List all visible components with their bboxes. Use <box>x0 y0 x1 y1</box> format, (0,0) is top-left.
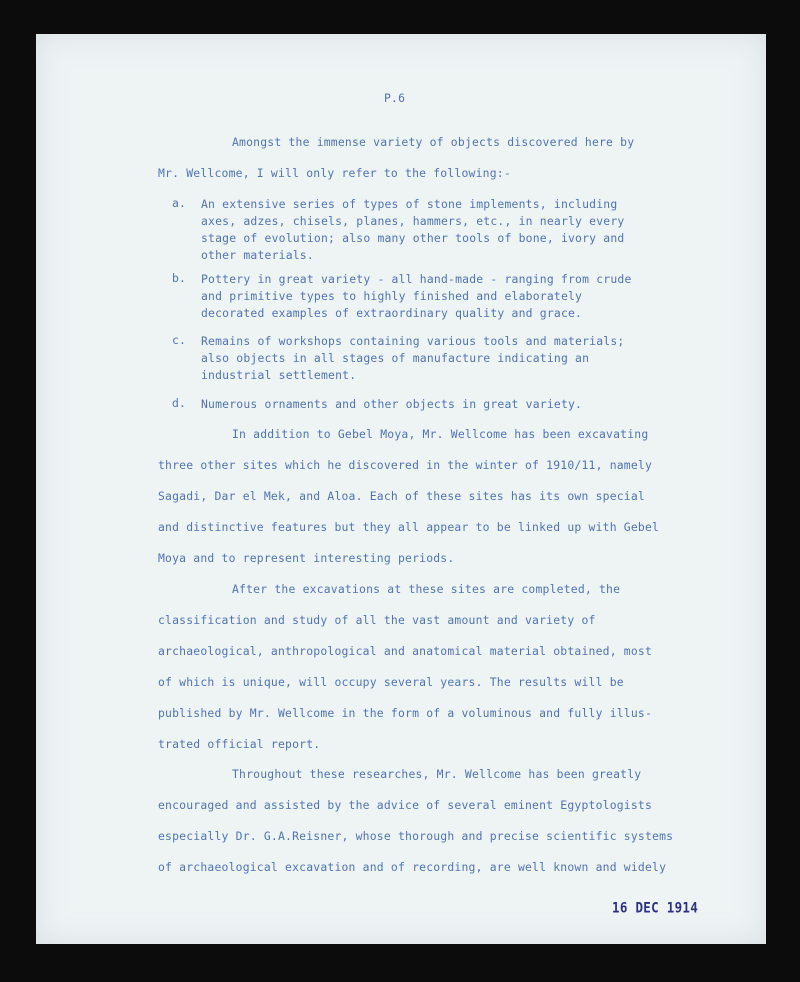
paragraph-3-line: trated official report. <box>158 737 321 751</box>
item-line: Pottery in great variety - all hand-made - ranging from crude <box>201 272 632 286</box>
paragraph-2-line: Moya and to represent interesting periods. <box>158 551 455 565</box>
item-line: also objects in all stages of manufacture indicating an <box>201 351 590 365</box>
page-number: P.6 <box>384 91 406 105</box>
item-line: stage of evolution; also many other tools of bone, ivory and <box>201 231 625 245</box>
paragraph-2-line: and distinctive features but they all appear to be linked up with Gebel <box>158 520 660 534</box>
paragraph-3-line: classification and study of all the vast amount and variety of <box>158 613 596 627</box>
paragraph-3-line: of which is unique, will occupy several years. The results will be <box>158 675 624 689</box>
item-line: An extensive series of types of stone implements, including <box>201 197 618 211</box>
paragraph-4-line: encouraged and assisted by the advice of several eminent Egyptologists <box>158 798 653 812</box>
paragraph-4-line: of archaeological excavation and of recording, are well known and widely <box>158 860 667 874</box>
paragraph-2-line: Sagadi, Dar el Mek, and Aloa. Each of these sites has its own special <box>158 489 645 503</box>
item-label: c. <box>172 333 187 347</box>
item-line: industrial settlement. <box>201 368 357 382</box>
item-label: a. <box>172 196 187 210</box>
item-line: Remains of workshops containing various tools and materials; <box>201 334 625 348</box>
item-line: and primitive types to highly finished and elaborately <box>201 289 583 303</box>
paragraph-3-line: archaeological, anthropological and anatomical material obtained, most <box>158 644 653 658</box>
item-label: d. <box>172 396 187 410</box>
item-line: decorated examples of extraordinary quality and grace. <box>201 306 583 320</box>
intro-line-1: Amongst the immense variety of objects discovered here by <box>232 135 635 149</box>
item-label: b. <box>172 271 187 285</box>
paragraph-4-line: Throughout these researches, Mr. Wellcome has been greatly <box>232 767 642 781</box>
document-page <box>36 34 766 944</box>
paragraph-3-line: After the excavations at these sites are completed, the <box>232 582 621 596</box>
paragraph-3-line: published by Mr. Wellcome in the form of a voluminous and fully illus- <box>158 706 653 720</box>
date-stamp: 16 DEC 1914 <box>612 899 699 916</box>
item-line: other materials. <box>201 248 314 262</box>
item-line: axes, adzes, chisels, planes, hammers, etc., in nearly every <box>201 214 625 228</box>
intro-line-2: Mr. Wellcome, I will only refer to the following:- <box>158 166 511 180</box>
paragraph-2-line: In addition to Gebel Moya, Mr. Wellcome has been excavating <box>232 427 649 441</box>
item-line: Numerous ornaments and other objects in great variety. <box>201 397 583 411</box>
paragraph-2-line: three other sites which he discovered in the winter of 1910/11, namely <box>158 458 653 472</box>
paragraph-4-line: especially Dr. G.A.Reisner, whose thorough and precise scientific systems <box>158 829 674 843</box>
